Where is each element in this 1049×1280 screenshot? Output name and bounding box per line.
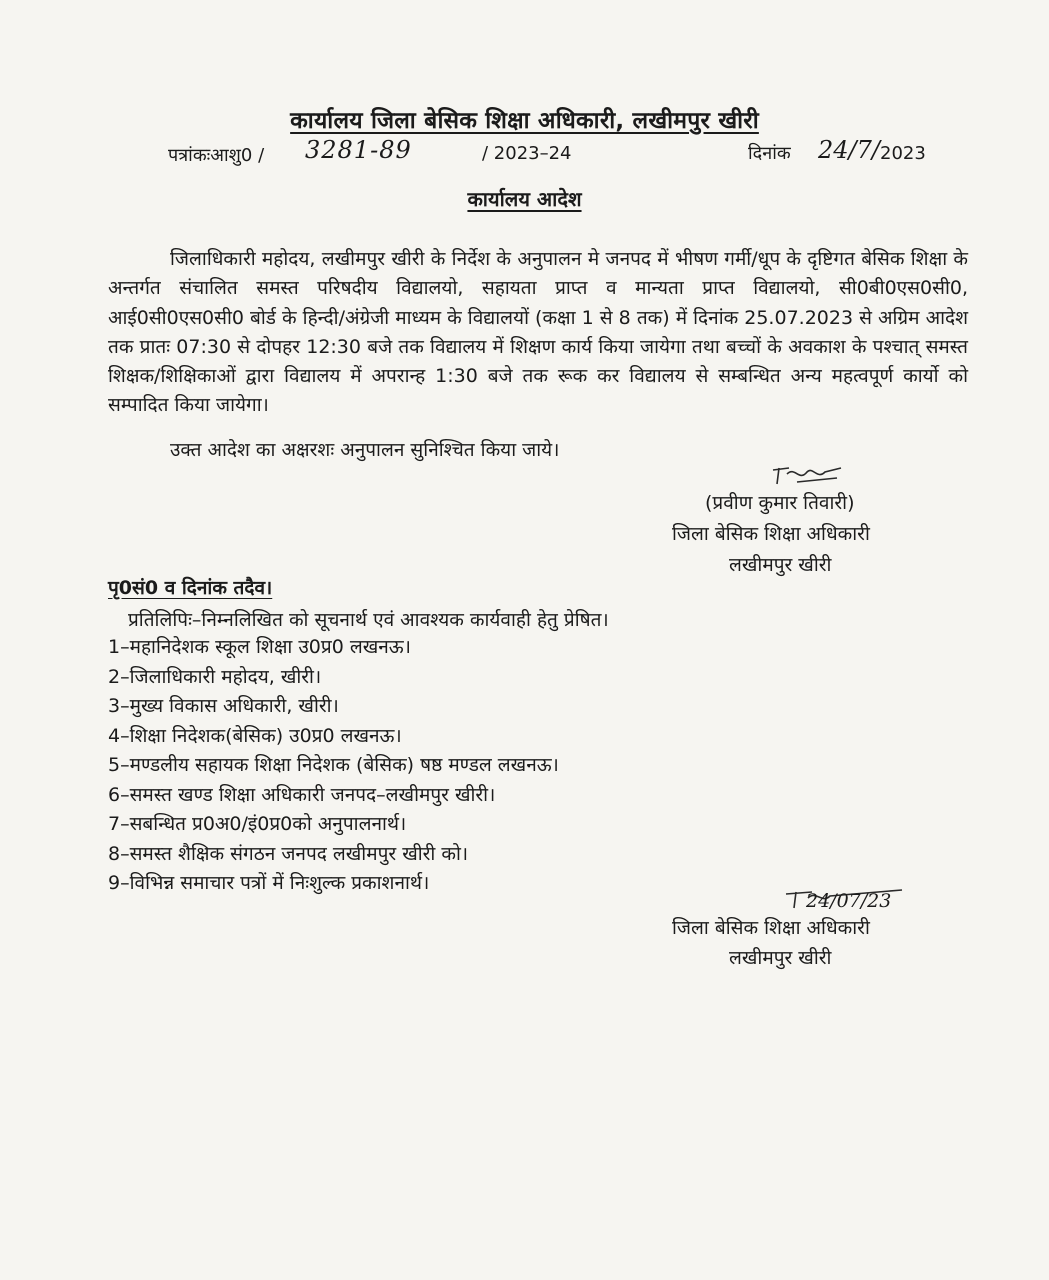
signature-block	[672, 460, 972, 580]
reference-label: पत्रांकःआशु0 /	[168, 145, 265, 166]
date-label: दिनांक	[748, 143, 791, 164]
list-item: 5–मण्डलीय सहायक शिक्षा निदेशक (बेसिक) षष्ठ मण्डल लखनऊ।	[108, 754, 559, 776]
handwritten-date: 24/07/23	[806, 890, 892, 912]
copy-intro: प्रतिलिपिः–निम्नलिखित को सूचनार्थ एवं आवश्यक कार्यवाही हेतु प्रेषित।	[128, 609, 609, 631]
list-item: 3–मुख्य विकास अधिकारी, खीरी।	[108, 695, 339, 717]
list-item: 1–महानिदेशक स्कूल शिक्षा उ0प्र0 लखनऊ।	[108, 636, 411, 658]
signature-block-2	[672, 886, 972, 976]
order-paragraph: जिलाधिकारी महोदय, लखीमपुर खीरी के निर्देश के अनुपालन मे जनपद में भीषण गर्मी/धूप के दृष्टिगत बेसिक शिक्षा के अन्तर्गत संचालित समस्त परिषदीय विद्यालयो, सहायता प्राप्त व मान्यता प्राप्त विद्यालयो, सी0बी0एस0सी0, आई0सी0एस0सी0 बोर्ड के हिन्दी/अंग्रेजी माध्यम के विद्यालयों (कक्षा 1 से 8 तक) में दिनांक 25.07.2023 से अग्रिम आदेश तक प्रातः 07:30 से दोपहर 12:30 बजे तक विद्यालय में शिक्षण कार्य किया जायेगा तथा बच्चों के अवकाश के पश्चात् समस्त शिक्षक/शिक्षिकाओं द्वारा विद्यालय में अपरान्ह 1:30 बजे तक रूक कर विद्यालय से सम्बन्धित अन्य महत्वपूर्ण कार्यो को सम्पादित किया जायेगा।	[108, 248, 968, 417]
reference-number-handwritten: 3281-89	[305, 136, 412, 164]
list-item: 2–जिलाधिकारी महोदय, खीरी।	[108, 665, 322, 688]
signatory-place: लखीमपुर खीरी	[729, 947, 832, 969]
office-title: कार्यालय जिला बेसिक शिक्षा अधिकारी, लखीमपुर खीरी	[290, 108, 759, 134]
list-item: 4–शिक्षा निदेशक(बेसिक) उ0प्र0 लखनऊ।	[108, 724, 402, 747]
date-year: 2023	[880, 143, 926, 164]
list-item: 6–समस्त खण्ड शिक्षा अधिकारी जनपद–लखीमपुर खीरी।	[108, 783, 496, 806]
signatory-name: (प्रवीण कुमार तिवारी)	[705, 492, 855, 514]
signature-scribble	[767, 460, 847, 490]
signatory-designation: जिला बेसिक शिक्षा अधिकारी	[672, 523, 870, 545]
date-handwritten: 24/7/	[818, 136, 880, 164]
signatory-place: लखीमपुर खीरी	[729, 554, 832, 576]
office-heading	[0, 103, 1049, 135]
reference-year: / 2023–24	[482, 143, 572, 164]
compliance-line: उक्त आदेश का अक्षरशः अनुपालन सुनिश्चित किया जाये।	[170, 439, 560, 461]
list-item: 8–समस्त शैक्षिक संगठन जनपद लखीमपुर खीरी को।	[108, 842, 469, 865]
order-title: कार्यालय आदेश	[467, 187, 582, 211]
signatory-designation: जिला बेसिक शिक्षा अधिकारी	[672, 917, 870, 939]
copy-recipient-list	[108, 633, 559, 899]
list-item: 7–सबन्धित प्र0अ0/इं0प्र0को अनुपालनार्थ।	[108, 813, 407, 835]
list-item: 9–विभिन्न समाचार पत्रों में निःशुल्क प्रकाशनार्थ।	[108, 872, 430, 894]
reference-line	[168, 136, 938, 174]
copy-reference: पृ0सं0 व दिनांक तदैव।	[108, 577, 273, 599]
